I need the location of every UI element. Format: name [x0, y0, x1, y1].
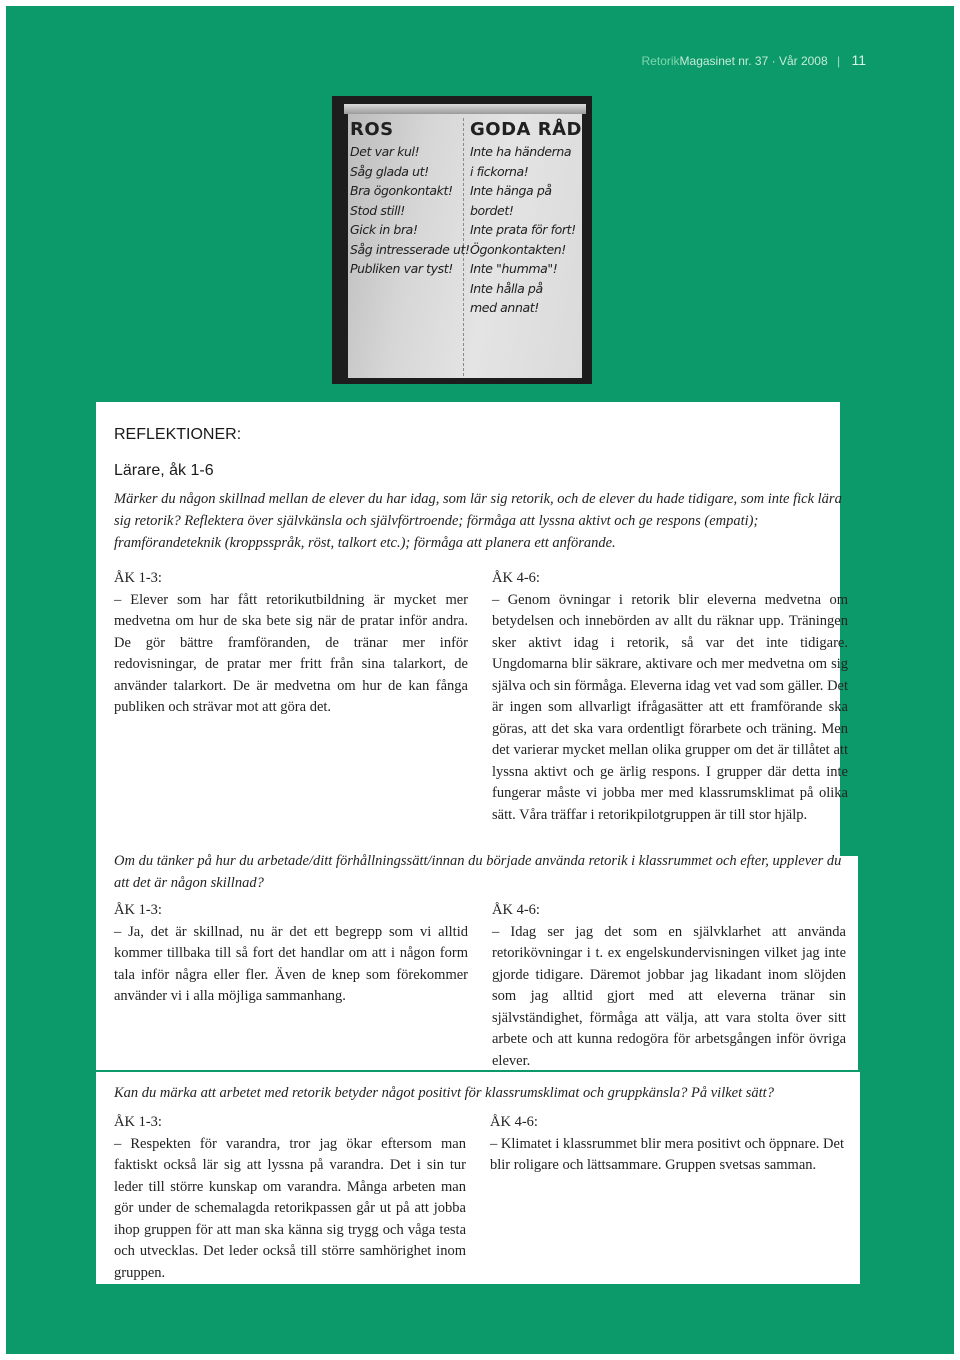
page-number: 11	[851, 52, 866, 68]
flipchart-right-line: Inte ha händerna	[470, 144, 572, 159]
header-separator: |	[836, 54, 841, 68]
q3-right-answer	[490, 1112, 844, 1177]
q2-right-text: – Idag ser jag det som en självklarhet att använda retorikövningar i t. ex engelskundervisningen vilket jag inte gjorde tidigare. Däremot jobbar jag likadant inom slöjden som jag alltid gjort med att eleverna tränar sin självständighet, förmåga att välja, att vara stolta över sitt arbete och att kunna redogöra för arbetsgången inför övriga elever.	[492, 923, 846, 1069]
flipchart-left-line: Gick in bra!	[350, 222, 418, 237]
flipchart-photo	[332, 96, 592, 384]
q3-right-label: ÅK 4-6:	[490, 1114, 538, 1130]
brand-magasinet: Magasinet	[679, 54, 735, 68]
q3-left-label: ÅK 1-3:	[114, 1114, 162, 1130]
brand-retorik: Retorik	[641, 54, 680, 68]
flipchart-left-line: Publiken var tyst!	[350, 261, 453, 276]
q2-left-text: – Ja, det är skillnad, nu är det ett begrepp som vi alltid kommer tillbaka till så fort det handlar om att i någon form tala inför några eller fler. Även de knep som förekommer använder vi i alla möjliga sammanhang.	[114, 923, 468, 1004]
flipchart-clip	[344, 104, 586, 114]
question-3: Kan du märka att arbetet med retorik betyder något positivt för klassrumsklimat och gruppkänsla? På vilket sätt?	[114, 1085, 774, 1101]
issue-info: nr. 37 · Vår 2008	[738, 54, 828, 68]
flipchart-right-line: med annat!	[470, 300, 539, 315]
q1-right-label: ÅK 4-6:	[492, 570, 540, 586]
flipchart-left-head: ROS	[350, 119, 394, 140]
q2-left-answer	[114, 900, 468, 1008]
flipchart-left-line: Bra ögonkontakt!	[350, 183, 453, 198]
flipchart-left-column	[350, 118, 468, 279]
flipchart-right-line: Inte hålla på	[470, 280, 543, 296]
q3-left-answer	[114, 1112, 466, 1284]
flipchart-right-line: Ögonkontakten!	[470, 241, 566, 257]
flipchart-left-line: Stod still!	[350, 202, 405, 218]
flipchart-right-head: GODA RÅD	[470, 119, 582, 140]
flipchart-board	[348, 114, 582, 378]
q2-right-answer	[492, 900, 846, 1072]
q1-right-text: – Genom övningar i retorik blir eleverna medvetna om betydelsen och innebörden av allt du räknar upp. Träningen sker aktivt idag i retorik, så var det inte tidigare. Ungdomarna blir säkrare, aktivare och mer medvetna om sig själva och sin förmåga. Eleverna idag vet vad som gäller. Det är ingen som allvarligt ifrågasätter att ett framförande ska göras, att det ska vara ordentligt förarbete och träning. Men det varierar mycket mellan olika grupper om det är tillåtet att lyssna aktivt och ge ärlig respons. I grupper där detta inte fungerar måste vi jobba mer med klassrumsklimat på olika sätt. Våra träffar i retorikpilotgruppen är till stor hjälp.	[492, 591, 848, 823]
flipchart-right-line: Inte hänga på	[470, 183, 552, 198]
q1-left-text: – Elever som har fått retorikutbildning är mycket mer medvetna om hur de ska bete sig när de pratar inför andra. De gör bättre framföranden, de tränar mer inför redovisningar, de pratar mer fritt från sina talarkort, de använder talarkort. De är medvetna om hur de kan fånga publiken och strävar mot att göra det.	[114, 591, 468, 715]
flipchart-right-line: Inte prata för fort!	[470, 222, 576, 237]
q2-right-label: ÅK 4-6:	[492, 902, 540, 918]
question-1: Märker du någon skillnad mellan de elever du har idag, som lär sig retorik, och de elever du hade tidigare, som inte fick lära sig retorik? Reflektera över självkänsla och självförtroende; förmåga att lyssna aktivt och ge respons (empati); framförandeteknik (kroppsspråk, röst, talkort etc.); förmåga att planera ett anförande.	[114, 491, 842, 551]
flipchart-right-line: i fickorna!	[470, 163, 529, 179]
q1-left-answer	[114, 568, 468, 719]
flipchart-left-line: Såg intresserade ut!	[350, 241, 470, 257]
q1-right-answer	[492, 568, 848, 826]
flipchart-right-column	[470, 118, 588, 318]
q3-right-text: – Klimatet i klassrummet blir mera positivt och öppnare. Det blir roligare och lättsammare. Gruppen svetsas samman.	[490, 1135, 844, 1173]
flipchart-right-line: bordet!	[470, 202, 514, 218]
flipchart-right-line: Inte "humma"!	[470, 261, 558, 276]
q3-left-text: – Respekten för varandra, tror jag ökar eftersom man faktiskt också lär sig att lyssna på varandra. Det i sin tur leder till större kunskap om varandra. Många arbeten man gör under de schemalagda retorikpassen går ut på att jobba ihop gruppen för att man ska känna sig trygg och våga testa och utvecklas. Det leder också till större samhörighet inom gruppen.	[114, 1135, 466, 1281]
q2-left-label: ÅK 1-3:	[114, 902, 162, 918]
section-subtitle: Lärare, åk 1-6	[114, 462, 214, 479]
question-2: Om du tänker på hur du arbetade/ditt förhållningssätt/innan du började använda retorik i klassrummet och efter, upplever du att det är någon skillnad?	[114, 853, 842, 891]
flipchart-left-line: Såg glada ut!	[350, 163, 429, 179]
section-title: REFLEKTIONER:	[114, 426, 242, 443]
q1-left-label: ÅK 1-3:	[114, 570, 162, 586]
flipchart-left-line: Det var kul!	[350, 144, 420, 159]
page-header	[642, 52, 866, 68]
